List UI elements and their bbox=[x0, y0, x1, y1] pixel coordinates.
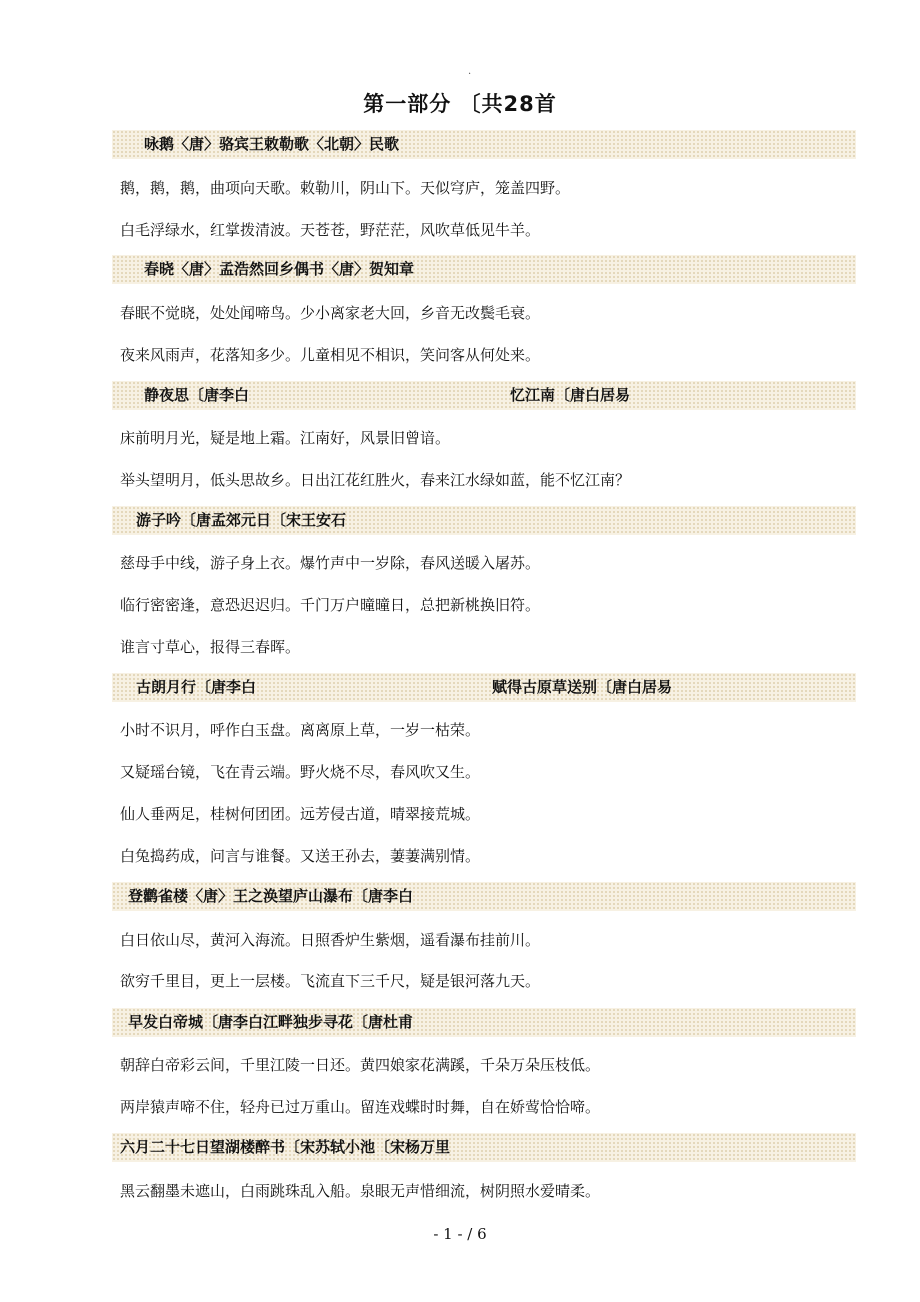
page-title: 第一部分 〔共28首 bbox=[363, 92, 557, 116]
poem-heading-band bbox=[112, 882, 856, 911]
poem-heading: 登鹳雀楼〈唐〉王之涣望庐山瀑布〔唐李白 bbox=[128, 887, 414, 905]
poem-heading-band bbox=[112, 1008, 856, 1037]
poem-line: 春眠不觉晓，处处闻啼鸟。少小离家老大回，乡音无改鬓毛衰。 bbox=[120, 304, 541, 322]
poem-heading: 早发白帝城〔唐李白江畔独步寻花〔唐杜甫 bbox=[128, 1013, 414, 1031]
poem-heading: 春晓〈唐〉孟浩然回乡偶书〈唐〉贺知章 bbox=[144, 260, 415, 278]
poem-line: 举头望明月，低头思故乡。日出江花红胜火，春来江水绿如蓝，能不忆江南？ bbox=[120, 471, 631, 489]
poem-heading: 咏鹅〈唐〉骆宾王敕勒歌〈北朝〉民歌 bbox=[144, 135, 400, 153]
poem-heading-band bbox=[112, 255, 856, 284]
poem-line: 欲穷千里目，更上一层楼。飞流直下三千尺，疑是银河落九天。 bbox=[120, 972, 541, 990]
poem-heading-band bbox=[112, 1133, 856, 1162]
page-number: - 1 - / 6 bbox=[433, 1225, 487, 1243]
poem-line: 朝辞白帝彩云间，千里江陵一日还。黄四娘家花满蹊，千朵万朵压枝低。 bbox=[120, 1056, 601, 1074]
poem-line: 黑云翻墨未遮山，白雨跳珠乱入船。泉眼无声惜细流，树阴照水爱晴柔。 bbox=[120, 1182, 601, 1200]
poem-line: 又疑瑶台镜，飞在青云端。野火烧不尽，春风吹又生。 bbox=[120, 763, 481, 781]
poem-line: 白兔捣药成，问言与谁餐。又送王孙去，萋萋满别情。 bbox=[120, 847, 481, 865]
poem-heading: 古朗月行〔唐李白 bbox=[136, 678, 257, 696]
page-marker: . bbox=[468, 66, 472, 77]
poem-line: 小时不识月，呼作白玉盘。离离原上草，一岁一枯荣。 bbox=[120, 721, 481, 739]
poem-line: 床前明月光，疑是地上霜。江南好，风景旧曾谙。 bbox=[120, 429, 451, 447]
poem-line: 白日依山尽，黄河入海流。日照香炉生紫烟，遥看瀑布挂前川。 bbox=[120, 931, 541, 949]
poem-line: 仙人垂两足，桂树何团团。远芳侵古道，晴翠接荒城。 bbox=[120, 805, 481, 823]
poem-heading: 赋得古原草送别〔唐白居易 bbox=[492, 678, 673, 696]
poem-line: 谁言寸草心，报得三春晖。 bbox=[120, 638, 301, 656]
poem-heading-band bbox=[112, 506, 856, 535]
poem-heading-band bbox=[112, 130, 856, 159]
poem-line: 慈母手中线，游子身上衣。爆竹声中一岁除，春风送暖入屠苏。 bbox=[120, 554, 541, 572]
poem-heading: 忆江南〔唐白居易 bbox=[510, 386, 631, 404]
poem-heading: 游子吟〔唐孟郊元日〔宋王安石 bbox=[136, 511, 347, 529]
poem-line: 临行密密逢，意恐迟迟归。千门万户曈曈日，总把新桃换旧符。 bbox=[120, 596, 541, 614]
poem-heading-band bbox=[112, 673, 856, 702]
poem-heading: 六月二十七日望湖楼醉书〔宋苏轼小池〔宋杨万里 bbox=[120, 1138, 451, 1156]
poem-line: 白毛浮绿水，红掌拨清波。天苍苍，野茫茫，风吹草低见牛羊。 bbox=[120, 221, 541, 239]
poem-line: 两岸猿声啼不住，轻舟已过万重山。留连戏蝶时时舞，自在娇莺恰恰啼。 bbox=[120, 1098, 601, 1116]
poem-line: 夜来风雨声，花落知多少。儿童相见不相识，笑问客从何处来。 bbox=[120, 346, 541, 364]
poem-heading: 静夜思〔唐李白 bbox=[144, 386, 250, 404]
poem-line: 鹅，鹅，鹅，曲项向天歌。敕勒川，阴山下。天似穹庐，笼盖四野。 bbox=[120, 179, 571, 197]
poem-heading-band bbox=[112, 381, 856, 410]
